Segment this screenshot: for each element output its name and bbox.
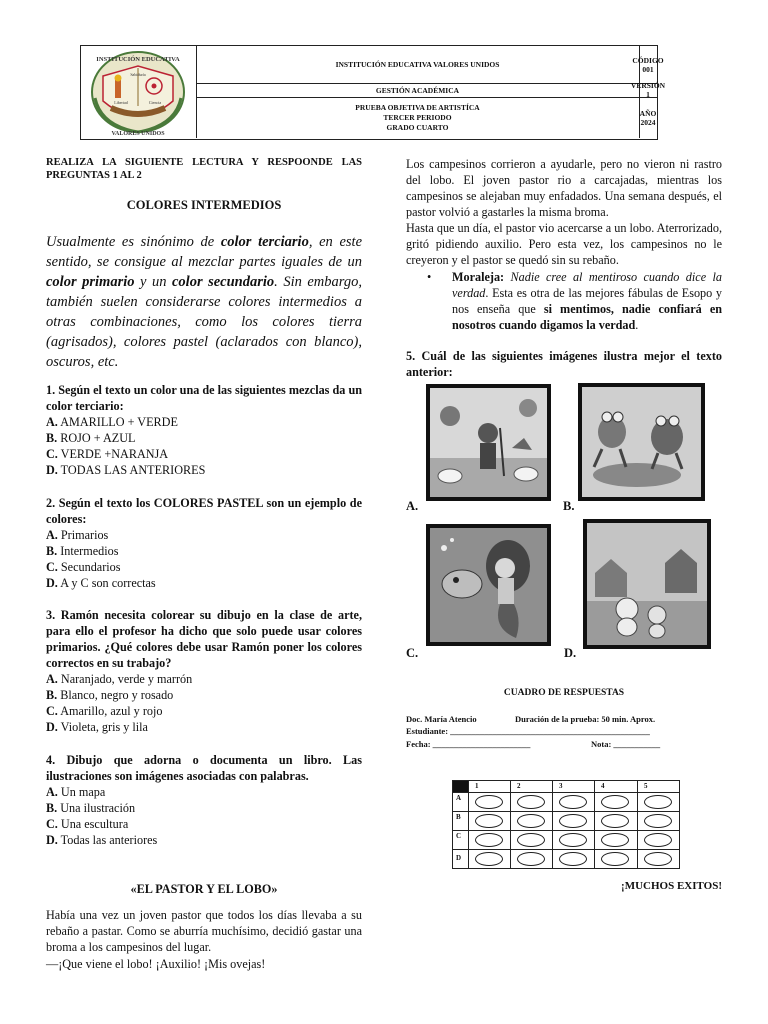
answer-bubble[interactable] bbox=[475, 814, 503, 828]
answer-option: D. TODAS LAS ANTERIORES bbox=[46, 463, 206, 477]
reading-instruction: REALIZA LA SIGUIENTE LECTURA Y RESPOONDE LAS PREGUNTAS 1 AL 2 bbox=[46, 157, 362, 181]
grid-col-header: 5 bbox=[638, 781, 680, 793]
document-year: AÑO 2024 bbox=[639, 108, 657, 127]
question-4 bbox=[46, 752, 362, 848]
option-d-label: D. bbox=[564, 646, 577, 660]
question-1 bbox=[46, 382, 362, 478]
answer-bubble[interactable] bbox=[517, 833, 545, 847]
grid-cell bbox=[553, 793, 595, 812]
grid-row-header: B bbox=[453, 812, 469, 831]
answer-bubble[interactable] bbox=[601, 795, 629, 809]
grid-cell bbox=[595, 850, 638, 868]
answer-bubble[interactable] bbox=[517, 795, 545, 809]
svg-text:VALORES UNIDOS: VALORES UNIDOS bbox=[111, 131, 165, 137]
question-5: 5. Cuál de las siguientes imágenes ilustra mejor el texto anterior: bbox=[406, 349, 722, 379]
grid-cell bbox=[638, 793, 680, 812]
question-stem: 3. Ramón necesita colorear su dibujo en la clase de arte, para ello el profesor ha dicho que solo puede usar colores primarios. ¿Qué colores debe usar Ramón poner los colores correctos en su trabajo? bbox=[46, 608, 362, 670]
grid-cell bbox=[595, 793, 638, 812]
answer-option: A. Naranjado, verde y marrón bbox=[46, 672, 193, 686]
story-title: «EL PASTOR Y EL LOBO» bbox=[130, 882, 278, 896]
svg-text:Ciencia: Ciencia bbox=[148, 100, 162, 105]
question-stem: 2. Según el texto los COLORES PASTEL son un ejemplo de colores: bbox=[46, 496, 362, 526]
management-area: GESTIÓN ACADÉMICA bbox=[196, 83, 640, 97]
answer-bubble[interactable] bbox=[559, 814, 587, 828]
exam-duration: Duración de la prueba: 50 min. Aprox. bbox=[515, 714, 656, 724]
exam-grade: GRADO CUARTO bbox=[386, 122, 449, 132]
grid-cell bbox=[511, 850, 553, 868]
grid-cell bbox=[638, 831, 680, 850]
grid-cell bbox=[469, 812, 511, 831]
grid-cell bbox=[511, 812, 553, 831]
question-stem: 4. Dibujo que adorna o documenta un libro. Las ilustraciones son imágenes asociadas con palabras. bbox=[46, 753, 362, 783]
answer-option: C. Amarillo, azul y rojo bbox=[46, 704, 163, 718]
story-paragraph: Había una vez un joven pastor que todos los días llevaba a su rebaño a pastar. Como se aburría muchísimo, decidió gastar una broma a los campesinos del lugar. bbox=[46, 908, 362, 954]
grid-cell bbox=[638, 812, 680, 831]
date-field[interactable]: Fecha: _______________________ bbox=[406, 739, 531, 749]
option-b-image[interactable] bbox=[578, 383, 705, 501]
answer-option: B. Una ilustración bbox=[46, 801, 136, 815]
story-paragraph: Hasta que un día, el pastor vio acercarse a un lobo. Aterrorizado, gritó pidiendo auxilio. Pero esta vez, los campesinos no le creyeron y el pastor se quedó sin su rebaño. bbox=[406, 221, 722, 267]
answer-option: A. AMARILLO + VERDE bbox=[46, 415, 178, 429]
grid-cell bbox=[469, 850, 511, 868]
answer-bubble[interactable] bbox=[517, 852, 545, 866]
answer-option: B. ROJO + AZUL bbox=[46, 431, 136, 445]
grid-cell bbox=[638, 850, 680, 868]
grid-col-header: 4 bbox=[595, 781, 638, 793]
bullet-icon: • bbox=[427, 270, 432, 284]
shield-logo-icon bbox=[81, 46, 196, 138]
answer-option: C. VERDE +NARANJA bbox=[46, 447, 169, 461]
answer-bubble[interactable] bbox=[559, 795, 587, 809]
header-table bbox=[80, 45, 666, 140]
answer-grid bbox=[452, 780, 680, 869]
grid-col-header: 3 bbox=[553, 781, 595, 793]
grid-col-header: 1 bbox=[469, 781, 511, 793]
answer-bubble[interactable] bbox=[644, 814, 672, 828]
teacher-name: Doc. María Atencio bbox=[406, 714, 477, 724]
document-version: VERSIÓN 1 bbox=[630, 81, 666, 99]
grid-cell bbox=[553, 812, 595, 831]
option-b-label: B. bbox=[563, 499, 575, 513]
grid-row-header: A bbox=[453, 793, 469, 812]
answer-bubble[interactable] bbox=[644, 852, 672, 866]
answer-bubble[interactable] bbox=[644, 795, 672, 809]
answer-option: D. A y C son correctas bbox=[46, 576, 156, 590]
svg-text:INSTITUCIÓN EDUCATIVA: INSTITUCIÓN EDUCATIVA bbox=[96, 56, 180, 63]
answer-bubble[interactable] bbox=[601, 833, 629, 847]
grid-row-header: D bbox=[453, 850, 469, 868]
option-c-label: C. bbox=[406, 646, 419, 660]
grid-cell bbox=[595, 812, 638, 831]
svg-text:Libertad: Libertad bbox=[114, 100, 128, 105]
grade-field[interactable]: Nota: ___________ bbox=[591, 739, 661, 749]
answer-option: A. Un mapa bbox=[46, 785, 106, 799]
question-stem: 1. Según el texto un color una de las siguientes mezclas da un color terciario: bbox=[46, 383, 362, 413]
answers-title: CUADRO DE RESPUESTAS bbox=[503, 688, 625, 698]
answer-bubble[interactable] bbox=[559, 833, 587, 847]
shepherd-illustration-icon bbox=[430, 388, 547, 497]
grid-row-header: C bbox=[453, 831, 469, 850]
answer-option: B. Intermedios bbox=[46, 544, 119, 558]
answer-option: A. Primarios bbox=[46, 528, 109, 542]
closing-message: ¡MUCHOS EXITOS! bbox=[621, 880, 722, 892]
svg-text:Sabiduría: Sabiduría bbox=[130, 72, 146, 77]
answer-option: C. Secundarios bbox=[46, 560, 121, 574]
exam-description bbox=[196, 97, 640, 138]
answer-bubble[interactable] bbox=[644, 833, 672, 847]
option-d-image[interactable] bbox=[583, 519, 711, 649]
student-field[interactable]: Estudiante: _______________________________________________ bbox=[406, 726, 650, 736]
grid-cell bbox=[553, 850, 595, 868]
answer-option: D. Todas las anteriores bbox=[46, 833, 158, 847]
answer-bubble[interactable] bbox=[601, 814, 629, 828]
grid-corner bbox=[453, 781, 469, 793]
grid-cell bbox=[511, 831, 553, 850]
frogs-illustration-icon bbox=[582, 387, 701, 497]
option-a-label: A. bbox=[406, 499, 419, 513]
answer-bubble[interactable] bbox=[517, 814, 545, 828]
pigs-illustration-icon bbox=[587, 523, 707, 645]
answer-bubble[interactable] bbox=[475, 852, 503, 866]
answer-bubble[interactable] bbox=[475, 833, 503, 847]
moral-paragraph: • Moraleja: Nadie cree al mentiroso cuando dice la verdad. Esta es otra de las mejores fábulas de Esopo y nos enseña que si mentimos, nadie confiará en nosotros cuando digamos la verdad. bbox=[427, 270, 723, 332]
answer-bubble[interactable] bbox=[601, 852, 629, 866]
reading-title: COLORES INTERMEDIOS bbox=[126, 198, 282, 212]
grid-cell bbox=[511, 793, 553, 812]
option-c-image[interactable] bbox=[426, 524, 551, 646]
story-dialogue: —¡Que viene el lobo! ¡Auxilio! ¡Mis ovejas! bbox=[46, 957, 266, 971]
exam-title: PRUEBA OBJETIVA DE ARTISTÍCA bbox=[355, 102, 480, 112]
answer-bubble[interactable] bbox=[559, 852, 587, 866]
school-logo bbox=[81, 46, 197, 138]
grid-cell bbox=[469, 831, 511, 850]
document-code: CÓDIGO 001 bbox=[632, 55, 664, 74]
institution-name: INSTITUCIÓN EDUCATIVA VALORES UNIDOS bbox=[196, 46, 640, 83]
story-paragraph: Los campesinos corrieron a ayudarle, pero no vieron ni rastro del lobo. El joven pastor rio a carcajadas, mientras los campesinos se alejaban muy enfadados. Una semana después, el pastor volvió a gastarles la misma broma. bbox=[406, 157, 722, 219]
reading-paragraph: Usualmente es sinónimo de color terciario, en este sentido, se consigue al mezclar partes iguales de un color primario y un color secundario. Sin embargo, también suelen considerarse colores intermedios a otras combinaciones, como los colores tierra (agrisados), colores pastel (aclarados con blanco), oscuros, etc. bbox=[46, 234, 363, 370]
grid-cell bbox=[595, 831, 638, 850]
answer-option: D. Violeta, gris y lila bbox=[46, 720, 148, 734]
question-3 bbox=[46, 607, 362, 735]
question-2 bbox=[46, 495, 362, 591]
grid-cell bbox=[553, 831, 595, 850]
option-a-image[interactable] bbox=[426, 384, 551, 501]
mermaid-illustration-icon bbox=[430, 528, 547, 642]
grid-col-header: 2 bbox=[511, 781, 553, 793]
exam-period: TERCER PERIODO bbox=[383, 112, 452, 122]
answer-option: B. Blanco, negro y rosado bbox=[46, 688, 174, 702]
grid-cell bbox=[469, 793, 511, 812]
answer-option: C. Una escultura bbox=[46, 817, 129, 831]
answer-bubble[interactable] bbox=[475, 795, 503, 809]
